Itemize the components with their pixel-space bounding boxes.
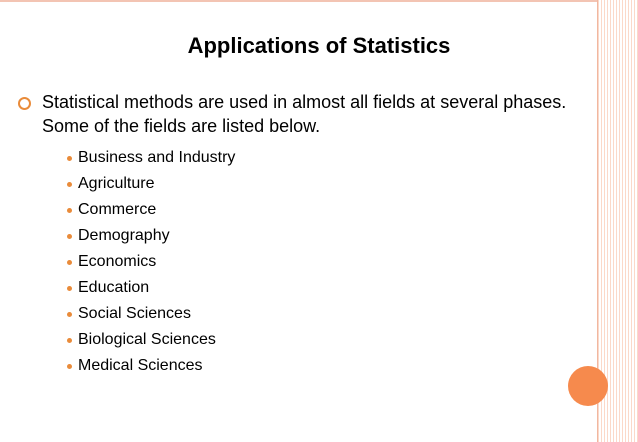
dot-icon (67, 156, 72, 161)
field-label: Commerce (78, 201, 157, 218)
field-label: Social Sciences (78, 305, 191, 322)
list-item (67, 223, 235, 249)
orange-circle-icon (568, 366, 608, 406)
fields-list (67, 145, 235, 379)
list-item (67, 327, 235, 353)
dot-icon (67, 338, 72, 343)
slide-title: Applications of Statistics (187, 33, 451, 58)
top-divider (0, 0, 598, 2)
field-label: Medical Sciences (78, 357, 203, 374)
field-label: Agriculture (78, 175, 155, 192)
list-item (67, 197, 235, 223)
dot-icon (67, 312, 72, 317)
dot-icon (67, 234, 72, 239)
main-bullet-text: Statistical methods are used in almost all fields at several phases. Some of the fields are listed below. (42, 92, 567, 136)
field-label: Biological Sciences (78, 331, 216, 348)
dot-icon (67, 260, 72, 265)
dot-icon (67, 182, 72, 187)
main-bullet-point (18, 90, 578, 138)
list-item (67, 171, 235, 197)
list-item (67, 145, 235, 171)
field-label: Economics (78, 253, 157, 270)
bullet-marker (18, 90, 42, 115)
dot-icon (67, 286, 72, 291)
list-item (67, 249, 235, 275)
field-label: Business and Industry (78, 149, 236, 166)
list-item (67, 353, 235, 379)
list-item (67, 301, 235, 327)
field-label: Education (78, 279, 150, 296)
circle-outline-icon (18, 97, 31, 110)
list-item (67, 275, 235, 301)
field-label: Demography (78, 227, 170, 244)
dot-icon (67, 364, 72, 369)
dot-icon (67, 208, 72, 213)
